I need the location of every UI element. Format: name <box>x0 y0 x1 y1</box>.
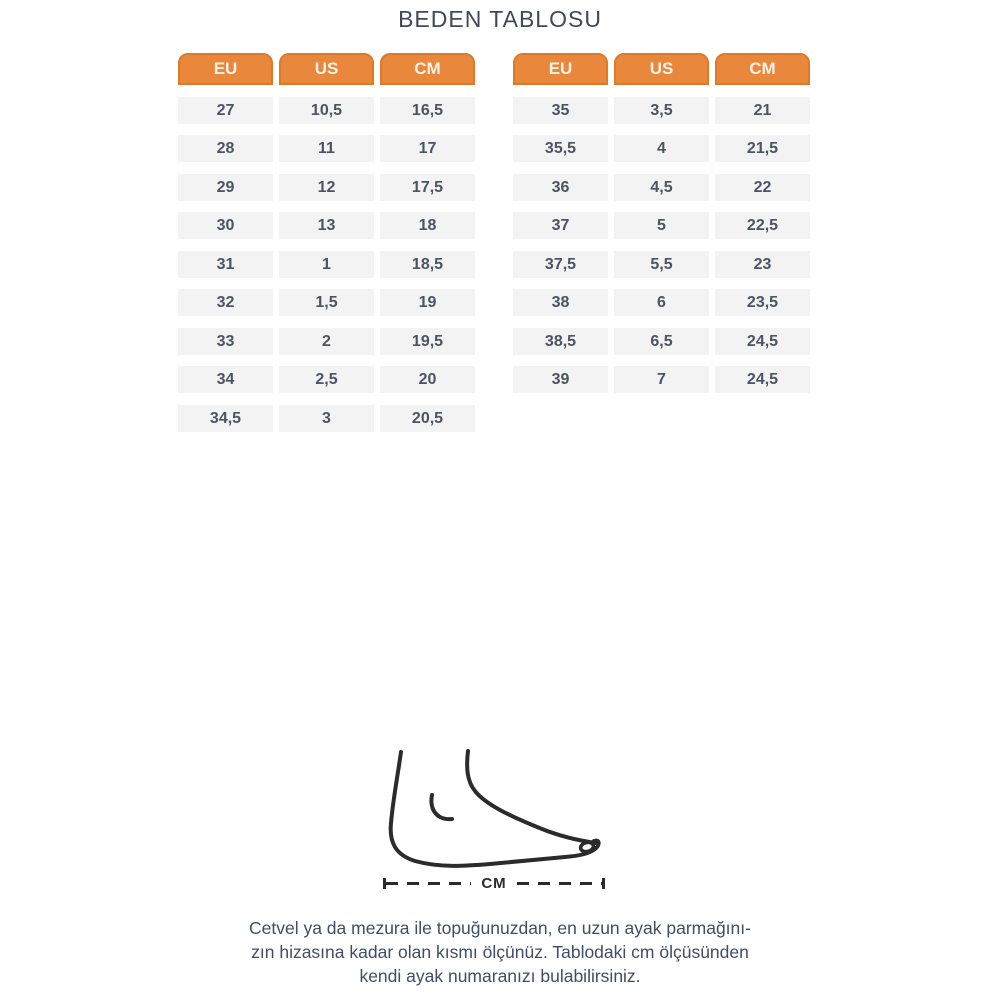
size-cell: 34 <box>178 366 273 393</box>
instruction-line-2: zın hizasına kadar olan kısmı ölçünüz. Tablodaki cm ölçüsünden <box>251 942 749 962</box>
size-cell: 37 <box>513 212 608 239</box>
size-cell: 27 <box>178 97 273 124</box>
size-cell: 10,5 <box>279 97 374 124</box>
size-cell: 6,5 <box>614 328 709 355</box>
size-cell: 16,5 <box>380 97 475 124</box>
measure-dashes-right <box>517 882 602 885</box>
size-cell: 20 <box>380 366 475 393</box>
size-cell: 1 <box>279 251 374 278</box>
size-table-right <box>513 53 810 393</box>
size-cell: 5 <box>614 212 709 239</box>
size-cell: 11 <box>279 135 374 162</box>
size-cell: 4,5 <box>614 174 709 201</box>
size-cell: 35,5 <box>513 135 608 162</box>
size-cell: 20,5 <box>380 405 475 432</box>
size-cell: 31 <box>178 251 273 278</box>
size-cell: 4 <box>614 135 709 162</box>
foot-outline-instep <box>467 751 596 843</box>
page-title: BEDEN TABLOSU <box>398 6 602 32</box>
size-cell: 28 <box>178 135 273 162</box>
measure-tick-right <box>602 878 605 889</box>
size-cell: 38,5 <box>513 328 608 355</box>
column-header-cm: CM <box>380 53 475 85</box>
size-cell: 19 <box>380 289 475 316</box>
size-table-left <box>178 53 475 432</box>
foot-big-toe <box>580 841 595 853</box>
size-cell: 13 <box>279 212 374 239</box>
size-cell: 38 <box>513 289 608 316</box>
size-cell: 22,5 <box>715 212 810 239</box>
size-cell: 35 <box>513 97 608 124</box>
size-cell: 32 <box>178 289 273 316</box>
size-cell: 33 <box>178 328 273 355</box>
instruction-line-1: Cetvel ya da mezura ile topuğunuzdan, en uzun ayak parmağını- <box>249 918 751 938</box>
size-cell: 39 <box>513 366 608 393</box>
column-header-us: US <box>279 53 374 85</box>
size-cell: 37,5 <box>513 251 608 278</box>
foot-ankle-mark <box>431 795 452 819</box>
size-cell: 1,5 <box>279 289 374 316</box>
column-header-cm: CM <box>715 53 810 85</box>
size-cell: 29 <box>178 174 273 201</box>
size-cell: 5,5 <box>614 251 709 278</box>
size-cell: 34,5 <box>178 405 273 432</box>
instruction-line-3: kendi ayak numaranızı bulabilirsiniz. <box>359 966 641 986</box>
column-header-us: US <box>614 53 709 85</box>
measurement-line <box>383 874 605 892</box>
column-header-eu: EU <box>178 53 273 85</box>
size-cell: 30 <box>178 212 273 239</box>
size-cell: 21 <box>715 97 810 124</box>
size-cell: 2 <box>279 328 374 355</box>
size-cell: 23 <box>715 251 810 278</box>
size-cell: 19,5 <box>380 328 475 355</box>
size-cell: 24,5 <box>715 328 810 355</box>
foot-illustration-icon <box>380 738 620 873</box>
size-cell: 24,5 <box>715 366 810 393</box>
size-cell: 23,5 <box>715 289 810 316</box>
size-cell: 3 <box>279 405 374 432</box>
column-header-eu: EU <box>513 53 608 85</box>
size-cell: 36 <box>513 174 608 201</box>
size-cell: 22 <box>715 174 810 201</box>
size-cell: 17,5 <box>380 174 475 201</box>
measure-dashes-left <box>386 882 471 885</box>
size-cell: 17 <box>380 135 475 162</box>
measure-unit-label: CM <box>481 874 507 892</box>
size-cell: 12 <box>279 174 374 201</box>
measurement-instructions <box>0 916 1000 988</box>
size-cell: 6 <box>614 289 709 316</box>
size-cell: 21,5 <box>715 135 810 162</box>
size-cell: 2,5 <box>279 366 374 393</box>
size-cell: 18 <box>380 212 475 239</box>
size-cell: 18,5 <box>380 251 475 278</box>
size-cell: 3,5 <box>614 97 709 124</box>
size-cell: 7 <box>614 366 709 393</box>
